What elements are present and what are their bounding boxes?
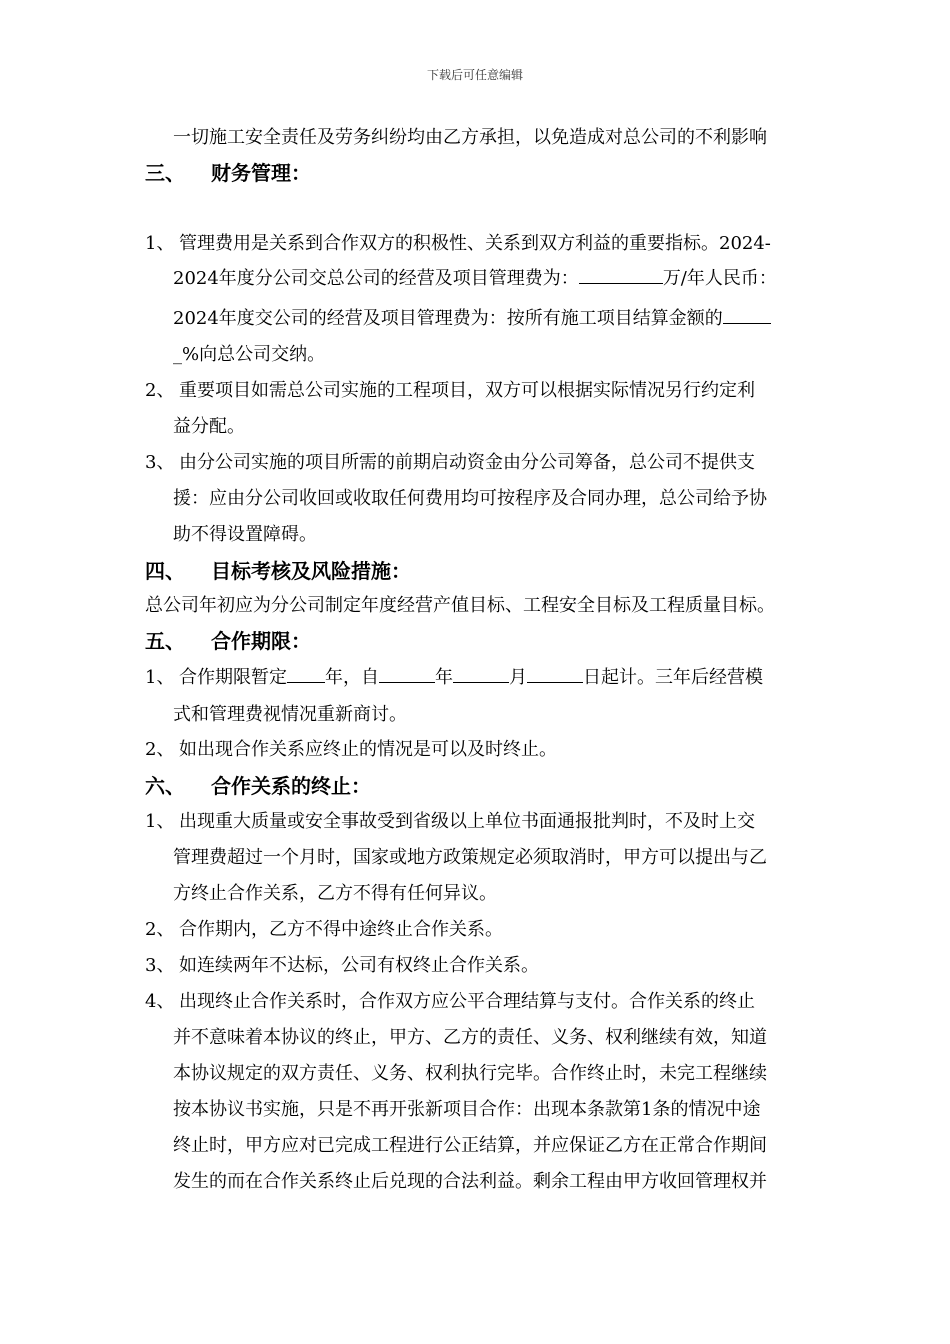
section-title: 合作期限：	[211, 629, 311, 653]
item-number: 1、	[145, 811, 175, 832]
item-text: 2024年度分公司交总公司的经营及项目管理费为：	[173, 268, 579, 289]
item-text: 出现重大质量或安全事故受到省级以上单位书面通报批判时，不及时上交	[179, 811, 755, 832]
list-item-continuation: 式和管理费视情况重新商讨。	[173, 704, 407, 725]
item-number: 1、	[145, 667, 175, 688]
fill-blank	[453, 666, 509, 683]
item-text: 如连续两年不达标，公司有权终止合作关系。	[179, 955, 539, 976]
section-heading-6	[145, 773, 371, 799]
intro-line: 一切施工安全责任及劳务纠纷均由乙方承担，以免造成对总公司的不利影响	[173, 127, 767, 148]
item-text: 由分公司实施的项目所需的前期启动资金由分公司筹备，总公司不提供支	[179, 452, 755, 473]
list-item-continuation: 并不意味着本协议的终止，甲方、乙方的责任、义务、权利继续有效，知道	[173, 1027, 767, 1048]
item-number: 3、	[145, 452, 175, 473]
section-heading-4	[145, 558, 411, 584]
list-item-continuation: 方终止合作关系，乙方不得有任何异议。	[173, 883, 497, 904]
item-number: 2、	[145, 919, 175, 940]
list-item-continuation: _%向总公司交纳。	[173, 344, 326, 365]
fill-blank	[723, 307, 771, 324]
section-number: 五、	[145, 629, 185, 653]
list-item	[145, 918, 503, 942]
list-item	[145, 232, 771, 256]
list-item-continuation: 终止时，甲方应对已完成工程进行公正结算，并应保证乙方在正常合作期间	[173, 1135, 767, 1156]
item-text: 合作期内，乙方不得中途终止合作关系。	[179, 919, 503, 940]
page-header: 下载后可任意编辑	[426, 68, 523, 82]
list-item	[145, 666, 763, 690]
item-number: 4、	[145, 991, 175, 1012]
list-item-continuation: 发生的而在合作关系终止后兑现的合法利益。剩余工程由甲方收回管理权并	[173, 1171, 767, 1192]
list-item	[145, 810, 755, 834]
list-item-continuation: 助不得设置障碍。	[173, 524, 317, 545]
fill-blank	[379, 666, 435, 683]
item-text: 日起计。三年后经营模	[583, 667, 763, 688]
section-heading-3	[145, 160, 311, 186]
section-title: 财务管理：	[211, 161, 311, 185]
item-number: 2、	[145, 380, 175, 401]
section-number: 四、	[145, 559, 185, 583]
section-heading-5	[145, 628, 311, 654]
list-item-continuation: 本协议规定的双方责任、义务、权利执行完毕。合作终止时，未完工程继续	[173, 1063, 767, 1084]
list-item	[145, 990, 755, 1014]
item-text: 合作期限暂定	[179, 667, 287, 688]
fill-blank	[287, 666, 325, 683]
section-number: 三、	[145, 161, 185, 185]
item-text: 万/年人民币：	[662, 268, 777, 289]
item-text: 出现终止合作关系时，合作双方应公平合理结算与支付。合作关系的终止	[179, 991, 755, 1012]
list-item-continuation: 按本协议书实施，只是不再开张新项目合作：出现本条款第1条的情况中途	[173, 1099, 761, 1120]
list-item-continuation	[173, 267, 777, 291]
item-text: 月	[509, 667, 527, 688]
item-text: 重要项目如需总公司实施的工程项目，双方可以根据实际情况另行约定利	[179, 380, 755, 401]
item-number: 2、	[145, 739, 175, 760]
item-text: 管理费用是关系到合作双方的积极性、关系到双方利益的重要指标。2024-	[179, 233, 771, 254]
item-number: 3、	[145, 955, 175, 976]
section-title: 目标考核及风险措施：	[211, 559, 411, 583]
item-number: 1、	[145, 233, 175, 254]
item-text: 年，自	[325, 667, 379, 688]
fill-blank	[527, 666, 583, 683]
list-item-continuation: 管理费超过一个月时，国家或地方政策规定必须取消时，甲方可以提出与乙	[173, 847, 767, 868]
item-text: 2024年度交公司的经营及项目管理费为：按所有施工项目结算金额的	[173, 308, 723, 329]
item-text: 如出现合作关系应终止的情况是可以及时终止。	[179, 739, 557, 760]
list-item	[145, 379, 755, 403]
section-paragraph: 总公司年初应为分公司制定年度经营产值目标、工程安全目标及工程质量目标。	[145, 595, 775, 616]
list-item-continuation	[173, 307, 771, 331]
list-item	[145, 954, 539, 978]
list-item	[145, 451, 755, 475]
section-title: 合作关系的终止：	[211, 774, 371, 798]
list-item-continuation: 益分配。	[173, 416, 245, 437]
list-item-continuation: 援：应由分公司收回或收取任何费用均可按程序及合同办理，总公司给予协	[173, 488, 767, 509]
fill-blank	[579, 267, 663, 284]
list-item	[145, 738, 557, 762]
section-number: 六、	[145, 774, 185, 798]
item-text: 年	[435, 667, 453, 688]
